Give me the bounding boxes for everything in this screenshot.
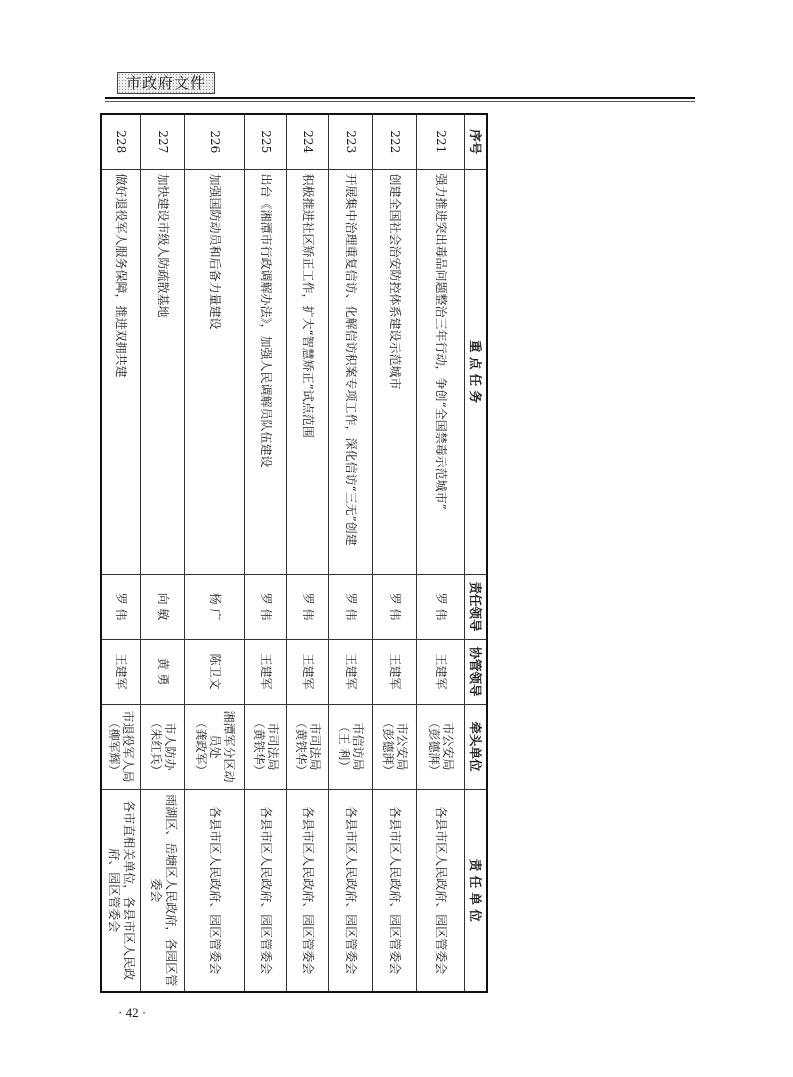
row-task: 创建全国社会治安防控体系建设示范城市 (373, 169, 417, 574)
row-co-leader: 陈卫文 (185, 639, 245, 704)
row-leader: 罗 伟 (245, 574, 287, 639)
row-responsible: 各县市区人民政府、园区管委会 (373, 789, 417, 992)
document-header-tag: 市政府文件 (117, 72, 215, 94)
col-header-responsible: 责 任 单 位 (465, 789, 487, 992)
row-task: 加强国防动员和后备力量建设 (185, 169, 245, 574)
row-lead-unit: 市司法局 （黄铁华） (245, 704, 287, 789)
row-responsible: 各县市区人民政府、园区管委会 (287, 789, 329, 992)
table-row (185, 114, 245, 992)
row-no: 226 (185, 114, 245, 169)
row-no: 223 (329, 114, 373, 169)
row-responsible: 各市直相关单位，各县市区人民政府、园区管委会 (101, 789, 141, 992)
row-leader: 罗 伟 (417, 574, 465, 639)
row-co-leader: 黄 勇 (141, 639, 185, 704)
row-leader: 向 敏 (141, 574, 185, 639)
col-header-task: 重 点 任 务 (465, 169, 487, 574)
table-row (245, 114, 287, 992)
row-lead-unit: 市人防办 （朱红兵） (141, 704, 185, 789)
row-no: 225 (245, 114, 287, 169)
col-header-leader: 责任领导 (465, 574, 487, 639)
col-header-co-leader: 协管领导 (465, 639, 487, 704)
row-task: 出台《湘潭市行政调解办法》，加强人民调解员队伍建设 (245, 169, 287, 574)
col-header-no: 序号 (465, 114, 487, 169)
row-co-leader: 王建军 (373, 639, 417, 704)
page-number: · 42 · (118, 1005, 147, 1020)
row-task: 做好退役军人服务保障，推进双拥共建 (101, 169, 141, 574)
table-row (141, 114, 185, 992)
row-task: 加快建设市级人防疏散基地 (141, 169, 185, 574)
row-lead-unit: 湘潭军分区动员处 （龚政军） (185, 704, 245, 789)
row-responsible: 各县市区人民政府、园区管委会 (185, 789, 245, 992)
header-rule-thin (105, 101, 695, 102)
table-row (287, 114, 329, 992)
table-row (101, 114, 141, 992)
row-no: 224 (287, 114, 329, 169)
table-row (373, 114, 417, 992)
table-header-row (465, 114, 487, 992)
row-co-leader: 王建军 (417, 639, 465, 704)
row-no: 222 (373, 114, 417, 169)
row-responsible: 雨湖区、岳塘区人民政府，各园区管委会 (141, 789, 185, 992)
row-lead-unit: 市公安局 （彭德湃） (373, 704, 417, 789)
row-lead-unit: 市公安局 （彭德湃） (417, 704, 465, 789)
row-task: 开展集中治理重复信访、化解信访积案专项工作，深化信访“三无”创建 (329, 169, 373, 574)
col-header-lead-unit: 牵头单位 (465, 704, 487, 789)
row-no: 227 (141, 114, 185, 169)
row-no: 228 (101, 114, 141, 169)
row-co-leader: 王建军 (245, 639, 287, 704)
row-lead-unit: 市信访局 （王 利） (329, 704, 373, 789)
row-task: 强力推进突出毒品问题整治三年行动，争创“全国禁毒示范城市” (417, 169, 465, 574)
row-responsible: 各县市区人民政府、园区管委会 (329, 789, 373, 992)
row-leader: 罗 伟 (287, 574, 329, 639)
table-row (417, 114, 465, 992)
row-lead-unit: 市退役军人局 （柳军辉） (101, 704, 141, 789)
row-leader: 罗 伟 (373, 574, 417, 639)
row-lead-unit: 市司法局 （黄铁华） (287, 704, 329, 789)
row-responsible: 各县市区人民政府、园区管委会 (417, 789, 465, 992)
row-no: 221 (417, 114, 465, 169)
table-row (329, 114, 373, 992)
header-rule (105, 97, 695, 99)
row-co-leader: 王建军 (287, 639, 329, 704)
row-leader: 罗 伟 (329, 574, 373, 639)
row-responsible: 各县市区人民政府、园区管委会 (245, 789, 287, 992)
row-co-leader: 王建军 (329, 639, 373, 704)
task-table-rotated (102, 113, 488, 991)
row-leader: 杨 广 (185, 574, 245, 639)
row-leader: 罗 伟 (101, 574, 141, 639)
task-table (100, 113, 488, 993)
row-co-leader: 王建军 (101, 639, 141, 704)
row-task: 积极推进社区矫正工作，扩大“智慧矫正”试点范围 (287, 169, 329, 574)
